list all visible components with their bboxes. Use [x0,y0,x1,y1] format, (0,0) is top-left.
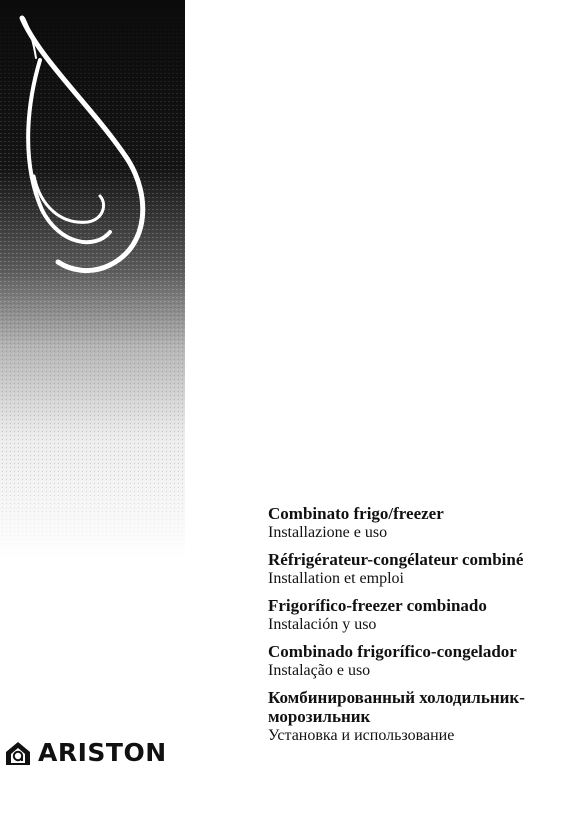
entry-italian [268,504,568,542]
entry-subtitle: Instalación y uso [268,616,377,633]
cover-artwork [0,0,185,560]
entry-title: Combinato frigo/freezer [268,504,444,523]
entry-russian [268,688,568,745]
brand-logo [4,738,167,767]
entry-subtitle: Installation et emploi [268,570,404,587]
flame-drop-icon [0,0,185,560]
entry-portuguese [268,642,568,680]
entry-title: Frigorífico-freezer combinado [268,596,487,615]
entry-subtitle: Установка и использование [268,727,455,744]
brand-name: ARISTON [38,738,167,767]
cover-titles [268,504,568,753]
entry-subtitle: Instalação e uso [268,662,371,679]
ariston-house-mark-icon [4,739,32,767]
entry-title: Combinado frigorífico-congelador [268,642,517,661]
entry-french [268,550,568,588]
entry-title: Комбинированный холодильник-морозильник [268,688,525,726]
entry-spanish [268,596,568,634]
entry-subtitle: Installazione e uso [268,524,388,541]
entry-title: Réfrigérateur-congélateur combiné [268,550,524,569]
